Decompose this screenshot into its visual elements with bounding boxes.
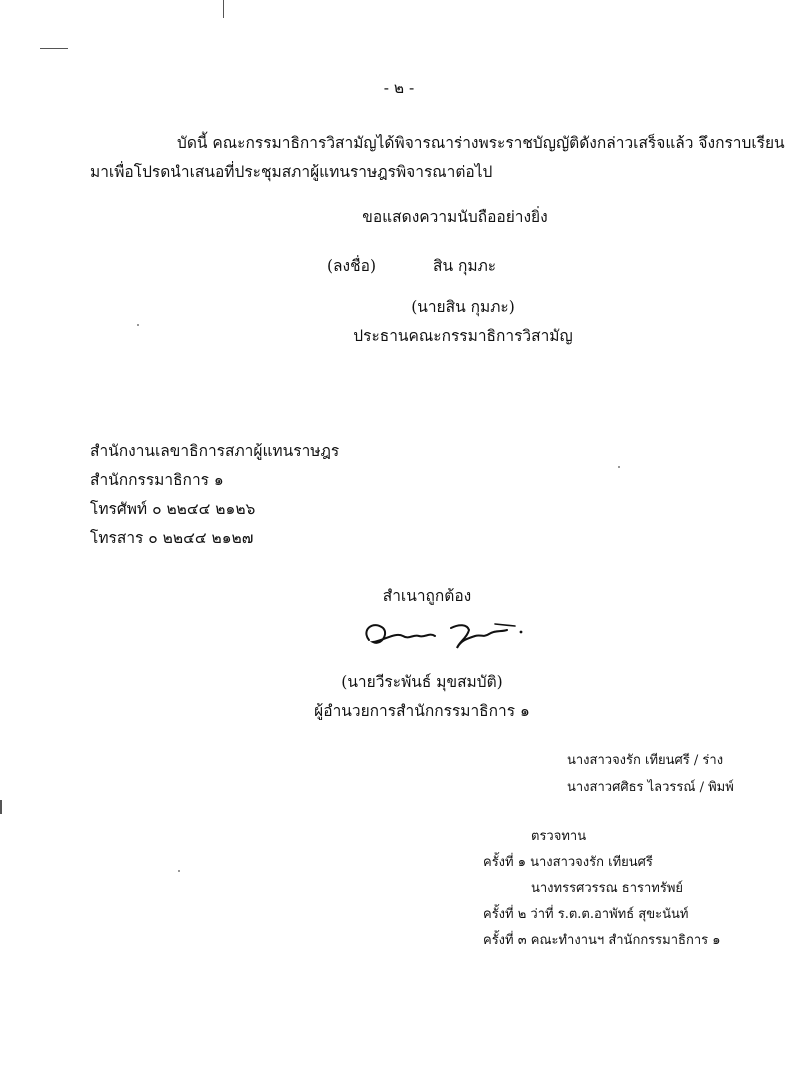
certifier-title: ผู้อำนวยการสำนักกรรมาธิการ ๑ — [314, 702, 530, 720]
signature-label: (ลงชื่อ) — [327, 257, 376, 275]
scan-mark-edge — [0, 800, 2, 814]
typist: นางสาวศศิธร ไลวรรณ์ / พิมพ์ — [567, 780, 734, 795]
signatory-printed-name: (นายสิน กุมภะ) — [411, 298, 515, 316]
scan-speck — [178, 870, 180, 872]
office-fax: โทรสาร ๐ ๒๒๔๔ ๒๑๒๗ — [90, 529, 254, 547]
office-name: สำนักงานเลขาธิการสภาผู้แทนราษฎร — [90, 442, 340, 460]
drafter: นางสาวจงรัก เทียนศรี / ร่าง — [567, 753, 724, 768]
body-line-1: บัดนี้ คณะกรรมาธิการวิสามัญได้พิจารณาร่างพระราชบัญญัติดังกล่าวเสร็จแล้ว จึงกราบเรียน — [177, 134, 785, 152]
scan-speck — [137, 324, 139, 326]
certified-label: สำเนาถูกต้อง — [382, 587, 472, 605]
handwritten-signature — [355, 610, 535, 660]
review-heading: ตรวจทาน — [531, 829, 587, 844]
signatory-title: ประธานคณะกรรมาธิการวิสามัญ — [353, 327, 573, 345]
certifier-name: (นายวีระพันธ์ มุขสมบัติ) — [341, 673, 503, 691]
review-round-1: ครั้งที่ ๑ นางสาวจงรัก เทียนศรี — [483, 855, 653, 870]
scan-mark-left — [40, 48, 68, 49]
scan-mark-top — [223, 0, 224, 18]
page-number: - ๒ - — [383, 79, 415, 97]
signature-name: สิน กุมภะ — [433, 257, 497, 275]
closing: ขอแสดงความนับถืออย่างยิ่ง — [362, 208, 548, 226]
office-division: สำนักกรรมาธิการ ๑ — [90, 471, 224, 489]
review-round-3: ครั้งที่ ๓ คณะทำงานฯ สำนักกรรมาธิการ ๑ — [483, 933, 721, 948]
body-line-2: มาเพื่อโปรดนำเสนอที่ประชุมสภาผู้แทนราษฎรพิจารณาต่อไป — [90, 163, 493, 181]
review-round-1b: นางทรรศวรรณ ธาราทรัพย์ — [531, 881, 684, 896]
scan-speck — [618, 466, 620, 468]
review-round-2: ครั้งที่ ๒ ว่าที่ ร.ต.ต.อาพัทธ์ สุขะนันท์ — [483, 907, 689, 922]
office-phone: โทรศัพท์ ๐ ๒๒๔๔ ๒๑๒๖ — [90, 500, 256, 518]
